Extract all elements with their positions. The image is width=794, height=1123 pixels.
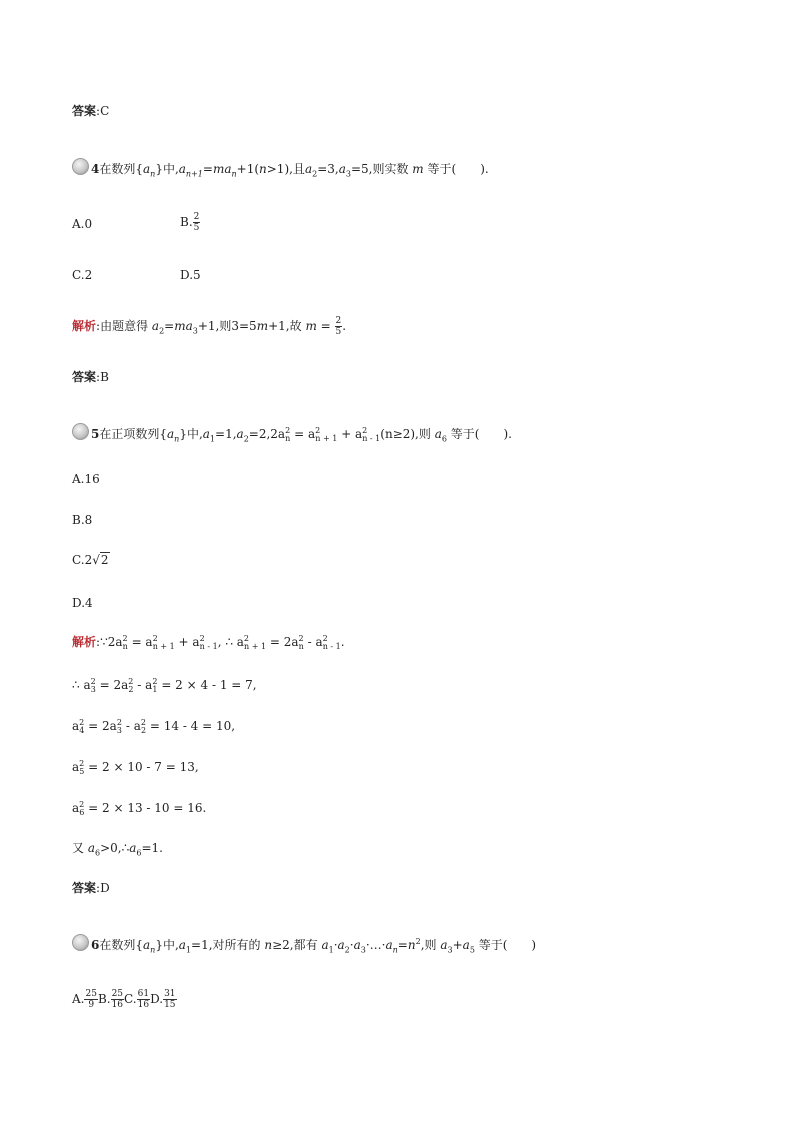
q4-option-c: C.2	[72, 268, 93, 282]
answer-line-q5: 答案:D	[72, 881, 110, 895]
question-bullet-icon	[72, 934, 89, 951]
fraction: $\frac{2}{5}$	[335, 316, 342, 337]
q5-analysis-2: ∴ $a^2_3 = 2a^2_2 - a^2_1 = 2 \times 4 - 1 = 7$,	[72, 677, 257, 695]
q5-analysis-4: $a^2_5 = 2 \times 10 - 7 = 13$,	[72, 759, 199, 777]
question-bullet-icon	[72, 423, 89, 440]
q5-option-a: A.16	[72, 472, 100, 486]
q4-analysis: 解析:由题意得 $a_2=ma_3+1$,则3=5m+1,故 m = $\frac{2}{5}$ .	[72, 316, 347, 337]
q4-option-a: A.0	[72, 217, 93, 231]
question-5: 5在正项数列$\{a_n\}$中$,a_1=1,a_2=2,2a^2_n = a^2_{n + 1} + a^2_{n - 1}(n\ge 2)$,则 $a_6$ 等于( ).	[72, 423, 512, 442]
question-4: 4在数列$\{a_n\}$中$,a_{n+1}=ma_n+1(n>1)$,且$a_2=3,a_3=5$,则实数 m 等于( ).	[72, 158, 489, 177]
analysis-label: 解析	[72, 319, 97, 333]
question-bullet-icon	[72, 158, 89, 175]
q6-option-d: D. $\frac{31}{15}$	[150, 989, 176, 1010]
q6-option-c: C. $\frac{61}{16}$	[124, 989, 150, 1010]
answer-line-q3: 答案:C	[72, 104, 110, 118]
q6-option-a: A. $\frac{25}{9}$	[72, 989, 97, 1010]
answer-line-q4: 答案:B	[72, 370, 109, 384]
answer-label: 答案	[72, 104, 97, 118]
q5-option-d: D.4	[72, 596, 93, 610]
q5-analysis-1: 解析$:\because 2a^2_n = a^2_{n + 1} + a^2_{n - 1}$, ∴ $a^2_{n + 1} = 2a^2_n - a^2_{n - 1}$.	[72, 634, 345, 652]
q6-option-b: B. $\frac{25}{16}$	[97, 989, 124, 1010]
q5-analysis-5: $a^2_6 = 2 \times 13 - 10 = 16$.	[72, 800, 207, 818]
q5-analysis-3: $a^2_4 = 2a^2_3 - a^2_2 = 14 - 4 = 10$,	[72, 718, 236, 736]
q6-options	[72, 989, 177, 1010]
q4-option-b: B. $\frac{2}{5}$	[180, 212, 200, 233]
q5-option-c: C.2√2	[72, 553, 109, 567]
question-6: 6在数列$\{a_n\}$中$,a_1=1$,对所有的 n≥2,都有 $a_1\cdot a_2\cdot a_3\cdot\dots\cdot a_n=n^2$,则 $a_3+a_5$ 等于( )	[72, 934, 536, 953]
q5-analysis-6: 又 $a_6>0,\therefore a_6=1$.	[72, 841, 163, 858]
sqrt-symbol: √2	[92, 553, 109, 567]
answer-value: C	[100, 104, 110, 118]
q5-option-b: B.8	[72, 513, 93, 527]
fraction: $\frac{2}{5}$	[193, 212, 200, 233]
q4-option-d: D.5	[180, 268, 201, 282]
